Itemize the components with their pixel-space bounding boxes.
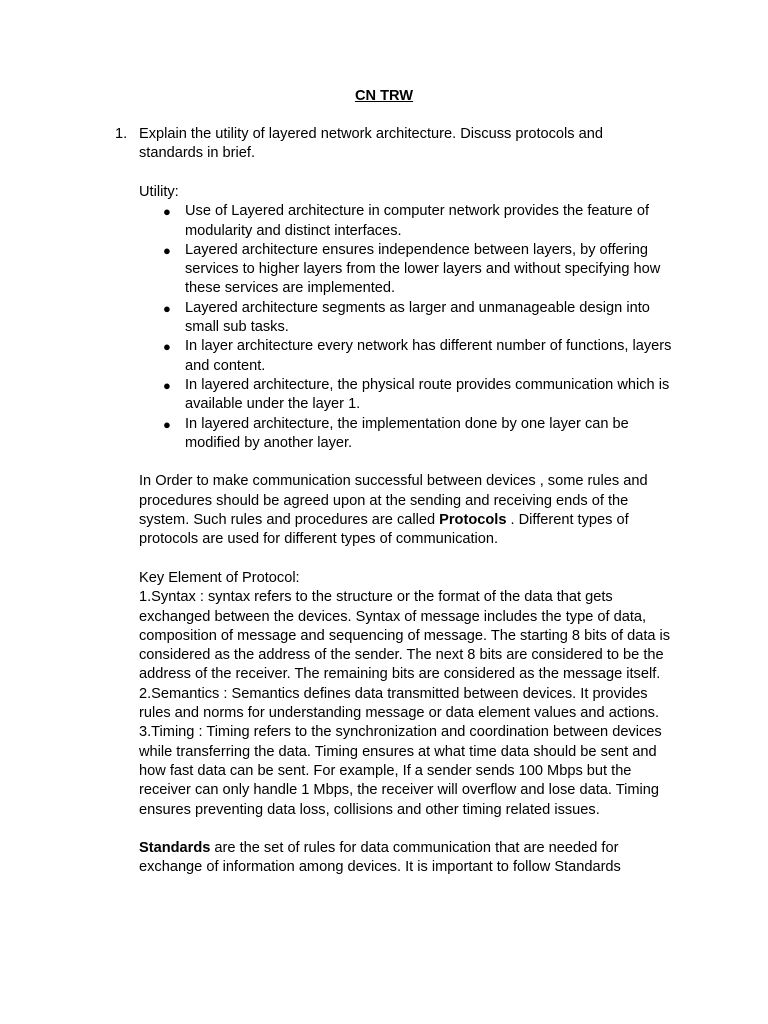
protocols-paragraph <box>139 472 679 549</box>
key-elements-heading: Key Element of Protocol: <box>139 569 300 586</box>
key-element-syntax: 1.Syntax : syntax refers to the structure or the format of the data that gets exchanged between the devices. Syntax of message includes the type of data, composition of message and sequencing of message. The starting 8 bits of data is considered as the address of the sender. The next 8 bits are considered to be the address of the receiver. The remaining bits are considered as the message itself. <box>139 589 671 683</box>
list-item-text: Layered architecture ensures independence between layers, by offering services to higher layers from the lower layers and without specifying how these services are implemented. <box>185 241 661 297</box>
bullet-icon: ● <box>163 416 171 432</box>
answer-body <box>139 183 679 878</box>
list-item-text: Use of Layered architecture in computer network provides the feature of modularity and distinct interfaces. <box>185 203 649 239</box>
question-text: Explain the utility of layered network architecture. Discuss protocols and standards in brief. <box>139 126 603 162</box>
bullet-icon: ● <box>163 377 171 393</box>
bullet-icon: ● <box>163 242 171 258</box>
list-item <box>139 415 679 454</box>
key-element-timing: 3.Timing : Timing refers to the synchronization and coordination between devices while transferring the data. Timing ensures at what time data should be sent and how fast data can be sent. For example, If a sender sends 100 Mbps but the receiver can only handle 1 Mbps, the receiver will overflow and lose data. Timing ensures preventing data loss, collisions and other timing related issues. <box>139 724 662 818</box>
list-item <box>139 202 679 241</box>
question-number: 1. <box>115 126 128 142</box>
list-item <box>139 376 679 415</box>
protocols-text-after: . Different types of protocols are used for different types of communication. <box>139 512 629 548</box>
list-item <box>139 299 679 338</box>
list-item-text: Layered architecture segments as larger and unmanageable design into small sub tasks. <box>185 299 650 336</box>
list-item-text: In layer architecture every network has different number of functions, layers and content. <box>185 338 672 374</box>
bullet-icon: ● <box>163 204 171 220</box>
list-item <box>139 241 679 299</box>
key-element-semantics: 2.Semantics : Semantics defines data transmitted between devices. It provides rules and norms for understanding message or data element values and actions. <box>139 685 660 722</box>
list-item <box>139 337 679 376</box>
list-item-text: In layered architecture, the physical route provides communication which is available under the layer 1. <box>185 376 670 413</box>
bullet-icon: ● <box>163 300 171 316</box>
list-item-text: In layered architecture, the implementation done by one layer can be modified by another layer. <box>185 415 629 451</box>
protocols-term: Protocols <box>439 512 507 529</box>
protocols-text-before: In Order to make communication successful between devices , some rules and procedures should be agreed upon at the sending and receiving ends of the system. Such rules and procedures are called <box>139 473 648 529</box>
question-1 <box>115 125 655 164</box>
standards-text: are the set of rules for data communication that are needed for exchange of information among devices. It is important to follow Standards <box>139 840 621 876</box>
utility-list <box>139 202 679 453</box>
standards-paragraph <box>139 839 679 878</box>
bullet-icon: ● <box>163 339 171 355</box>
standards-term: Standards <box>139 840 211 857</box>
document-title: CN TRW <box>354 88 414 104</box>
utility-heading: Utility: <box>139 184 179 200</box>
